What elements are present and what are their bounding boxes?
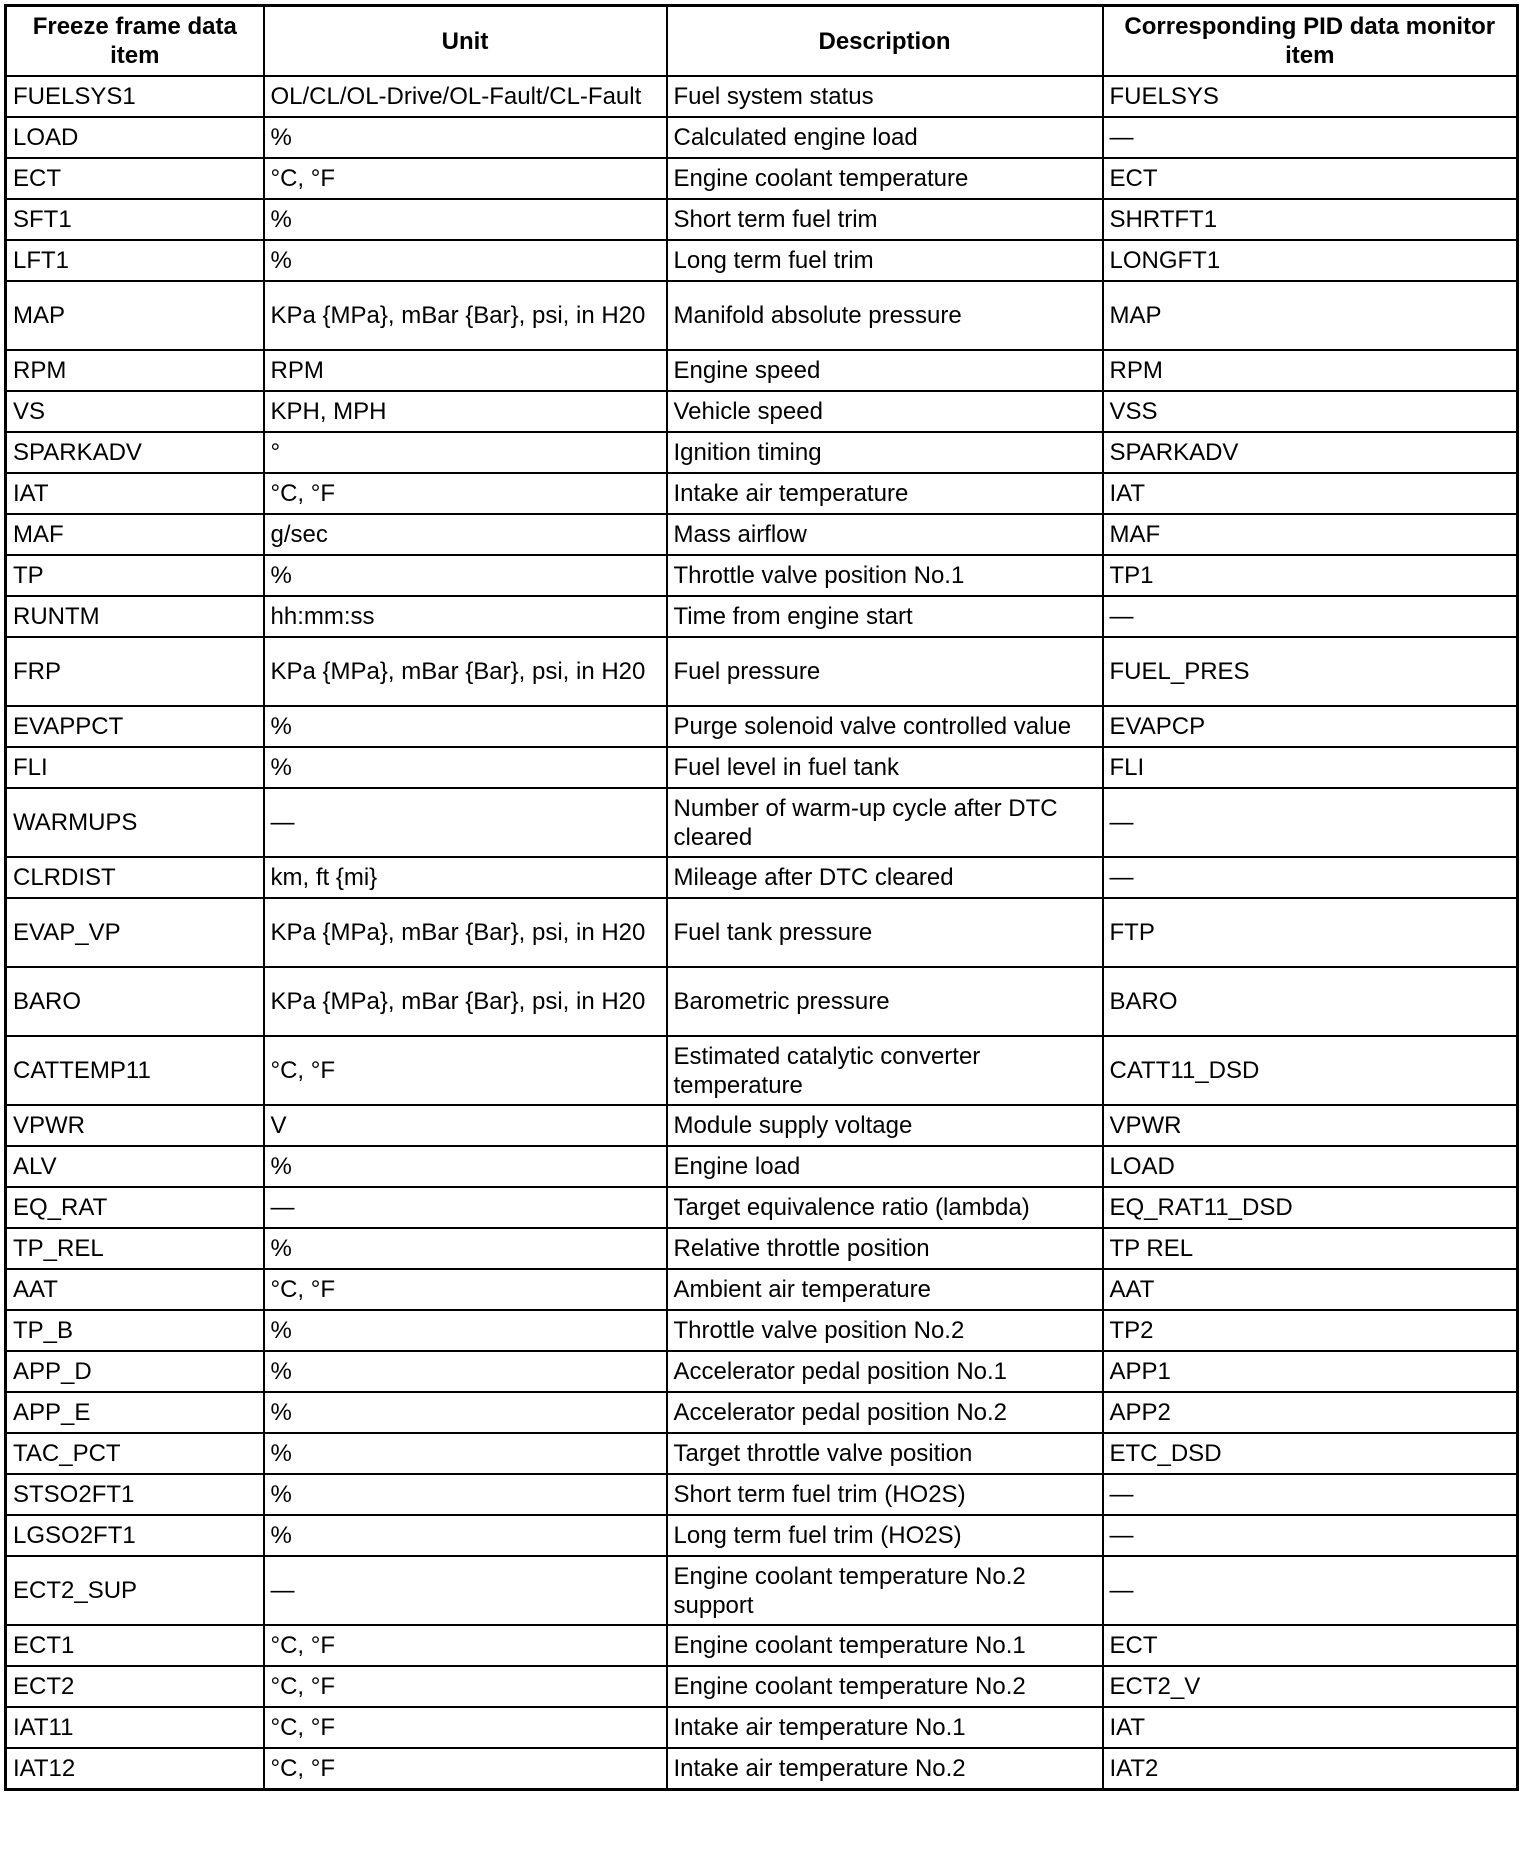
cell-pid-item: EQ_RAT11_DSD (1103, 1187, 1518, 1228)
cell-description: Engine speed (667, 350, 1103, 391)
cell-unit: KPa {MPa}, mBar {Bar}, psi, in H20 (264, 898, 667, 967)
cell-unit: °C, °F (264, 1269, 667, 1310)
cell-unit: °C, °F (264, 1625, 667, 1666)
cell-unit: % (264, 706, 667, 747)
cell-item: LGSO2FT1 (6, 1515, 264, 1556)
cell-unit: % (264, 1228, 667, 1269)
cell-pid-item: TP REL (1103, 1228, 1518, 1269)
cell-pid-item: SPARKADV (1103, 432, 1518, 473)
cell-pid-item: FUEL_PRES (1103, 637, 1518, 706)
cell-unit: % (264, 1515, 667, 1556)
cell-description: Calculated engine load (667, 117, 1103, 158)
cell-pid-item: VPWR (1103, 1105, 1518, 1146)
cell-description: Engine coolant temperature (667, 158, 1103, 199)
table-row (6, 473, 1518, 514)
cell-description: Relative throttle position (667, 1228, 1103, 1269)
table-row (6, 1146, 1518, 1187)
cell-item: RPM (6, 350, 264, 391)
cell-pid-item: VSS (1103, 391, 1518, 432)
cell-item: STSO2FT1 (6, 1474, 264, 1515)
column-header-description: Description (667, 6, 1103, 77)
table-row (6, 432, 1518, 473)
table-row (6, 1707, 1518, 1748)
cell-item: MAP (6, 281, 264, 350)
table-row (6, 1748, 1518, 1790)
table-row (6, 1187, 1518, 1228)
cell-item: LFT1 (6, 240, 264, 281)
table-row (6, 596, 1518, 637)
cell-unit: hh:mm:ss (264, 596, 667, 637)
cell-unit: % (264, 240, 667, 281)
cell-item: ECT (6, 158, 264, 199)
cell-item: WARMUPS (6, 788, 264, 857)
cell-pid-item: — (1103, 1515, 1518, 1556)
cell-pid-item: ECT (1103, 1625, 1518, 1666)
cell-item: EVAPPCT (6, 706, 264, 747)
cell-item: LOAD (6, 117, 264, 158)
cell-description: Intake air temperature (667, 473, 1103, 514)
cell-description: Intake air temperature No.2 (667, 1748, 1103, 1790)
table-container (4, 4, 1516, 1791)
table-row (6, 199, 1518, 240)
table-row (6, 1556, 1518, 1625)
cell-item: TAC_PCT (6, 1433, 264, 1474)
cell-item: TP_REL (6, 1228, 264, 1269)
cell-unit: KPa {MPa}, mBar {Bar}, psi, in H20 (264, 637, 667, 706)
cell-description: Barometric pressure (667, 967, 1103, 1036)
cell-item: VS (6, 391, 264, 432)
table-row (6, 1392, 1518, 1433)
table-row (6, 747, 1518, 788)
cell-description: Target throttle valve position (667, 1433, 1103, 1474)
cell-description: Accelerator pedal position No.1 (667, 1351, 1103, 1392)
cell-item: ECT2_SUP (6, 1556, 264, 1625)
cell-unit: — (264, 788, 667, 857)
cell-unit: V (264, 1105, 667, 1146)
cell-description: Fuel pressure (667, 637, 1103, 706)
cell-description: Short term fuel trim (HO2S) (667, 1474, 1103, 1515)
table-row (6, 158, 1518, 199)
cell-unit: °C, °F (264, 158, 667, 199)
cell-pid-item: ECT (1103, 158, 1518, 199)
cell-item: IAT (6, 473, 264, 514)
cell-pid-item: — (1103, 1474, 1518, 1515)
cell-pid-item: TP1 (1103, 555, 1518, 596)
cell-item: SPARKADV (6, 432, 264, 473)
cell-description: Target equivalence ratio (lambda) (667, 1187, 1103, 1228)
cell-unit: °C, °F (264, 473, 667, 514)
cell-pid-item: — (1103, 857, 1518, 898)
cell-pid-item: AAT (1103, 1269, 1518, 1310)
cell-description: Estimated catalytic converter temperature (667, 1036, 1103, 1105)
table-row (6, 1433, 1518, 1474)
cell-pid-item: FUELSYS (1103, 76, 1518, 117)
cell-unit: % (264, 1310, 667, 1351)
freeze-frame-data-table (4, 4, 1519, 1791)
cell-pid-item: BARO (1103, 967, 1518, 1036)
table-row (6, 706, 1518, 747)
cell-unit: % (264, 555, 667, 596)
cell-description: Engine coolant temperature No.1 (667, 1625, 1103, 1666)
column-header-pid-item: Corresponding PID data monitor item (1103, 6, 1518, 77)
cell-item: ALV (6, 1146, 264, 1187)
cell-pid-item: APP2 (1103, 1392, 1518, 1433)
cell-description: Number of warm-up cycle after DTC cleared (667, 788, 1103, 857)
cell-item: SFT1 (6, 199, 264, 240)
cell-item: VPWR (6, 1105, 264, 1146)
cell-unit: % (264, 1474, 667, 1515)
cell-description: Engine coolant temperature No.2 (667, 1666, 1103, 1707)
table-row (6, 967, 1518, 1036)
table-row (6, 555, 1518, 596)
cell-pid-item: MAP (1103, 281, 1518, 350)
table-row (6, 514, 1518, 555)
cell-unit: g/sec (264, 514, 667, 555)
cell-unit: KPa {MPa}, mBar {Bar}, psi, in H20 (264, 967, 667, 1036)
table-row (6, 788, 1518, 857)
cell-unit: % (264, 117, 667, 158)
cell-pid-item: FTP (1103, 898, 1518, 967)
cell-item: FUELSYS1 (6, 76, 264, 117)
cell-description: Long term fuel trim (667, 240, 1103, 281)
table-row (6, 857, 1518, 898)
cell-unit: RPM (264, 350, 667, 391)
cell-pid-item: — (1103, 788, 1518, 857)
cell-description: Manifold absolute pressure (667, 281, 1103, 350)
cell-item: MAF (6, 514, 264, 555)
cell-unit: °C, °F (264, 1748, 667, 1790)
cell-pid-item: TP2 (1103, 1310, 1518, 1351)
cell-description: Engine load (667, 1146, 1103, 1187)
cell-unit: °C, °F (264, 1707, 667, 1748)
table-row (6, 1474, 1518, 1515)
cell-item: TP_B (6, 1310, 264, 1351)
cell-description: Short term fuel trim (667, 199, 1103, 240)
cell-item: EQ_RAT (6, 1187, 264, 1228)
cell-pid-item: IAT (1103, 473, 1518, 514)
cell-item: CATTEMP11 (6, 1036, 264, 1105)
cell-item: AAT (6, 1269, 264, 1310)
cell-description: Accelerator pedal position No.2 (667, 1392, 1103, 1433)
cell-item: RUNTM (6, 596, 264, 637)
cell-item: FLI (6, 747, 264, 788)
table-row (6, 350, 1518, 391)
cell-item: CLRDIST (6, 857, 264, 898)
cell-description: Module supply voltage (667, 1105, 1103, 1146)
table-row (6, 1515, 1518, 1556)
cell-pid-item: APP1 (1103, 1351, 1518, 1392)
cell-description: Long term fuel trim (HO2S) (667, 1515, 1103, 1556)
cell-unit: — (264, 1556, 667, 1625)
cell-pid-item: RPM (1103, 350, 1518, 391)
cell-description: Throttle valve position No.2 (667, 1310, 1103, 1351)
cell-pid-item: FLI (1103, 747, 1518, 788)
cell-description: Fuel system status (667, 76, 1103, 117)
cell-pid-item: SHRTFT1 (1103, 199, 1518, 240)
table-header-row (6, 6, 1518, 77)
cell-description: Ignition timing (667, 432, 1103, 473)
table-row (6, 117, 1518, 158)
table-body (6, 76, 1518, 1790)
cell-unit: % (264, 1392, 667, 1433)
table-row (6, 1228, 1518, 1269)
cell-item: EVAP_VP (6, 898, 264, 967)
cell-item: ECT2 (6, 1666, 264, 1707)
cell-unit: KPH, MPH (264, 391, 667, 432)
cell-description: Fuel level in fuel tank (667, 747, 1103, 788)
cell-item: APP_E (6, 1392, 264, 1433)
cell-unit: % (264, 1433, 667, 1474)
cell-unit: — (264, 1187, 667, 1228)
cell-description: Vehicle speed (667, 391, 1103, 432)
cell-unit: % (264, 1351, 667, 1392)
cell-pid-item: LOAD (1103, 1146, 1518, 1187)
cell-item: APP_D (6, 1351, 264, 1392)
cell-unit: °C, °F (264, 1036, 667, 1105)
cell-item: FRP (6, 637, 264, 706)
table-row (6, 1105, 1518, 1146)
cell-description: Engine coolant temperature No.2 support (667, 1556, 1103, 1625)
cell-item: ECT1 (6, 1625, 264, 1666)
cell-unit: °C, °F (264, 1666, 667, 1707)
cell-unit: OL/CL/OL-Drive/OL-Fault/CL-Fault (264, 76, 667, 117)
cell-item: BARO (6, 967, 264, 1036)
table-row (6, 281, 1518, 350)
cell-unit: % (264, 199, 667, 240)
cell-item: IAT12 (6, 1748, 264, 1790)
cell-description: Mass airflow (667, 514, 1103, 555)
cell-unit: km, ft {mi} (264, 857, 667, 898)
cell-pid-item: — (1103, 596, 1518, 637)
cell-unit: KPa {MPa}, mBar {Bar}, psi, in H20 (264, 281, 667, 350)
cell-pid-item: ETC_DSD (1103, 1433, 1518, 1474)
cell-description: Purge solenoid valve controlled value (667, 706, 1103, 747)
table-row (6, 1036, 1518, 1105)
cell-pid-item: IAT (1103, 1707, 1518, 1748)
table-row (6, 1269, 1518, 1310)
table-row (6, 1625, 1518, 1666)
cell-description: Time from engine start (667, 596, 1103, 637)
cell-item: IAT11 (6, 1707, 264, 1748)
cell-pid-item: EVAPCP (1103, 706, 1518, 747)
cell-unit: ° (264, 432, 667, 473)
cell-pid-item: — (1103, 117, 1518, 158)
cell-pid-item: CATT11_DSD (1103, 1036, 1518, 1105)
table-row (6, 240, 1518, 281)
cell-description: Fuel tank pressure (667, 898, 1103, 967)
cell-description: Intake air temperature No.1 (667, 1707, 1103, 1748)
cell-unit: % (264, 1146, 667, 1187)
cell-description: Ambient air temperature (667, 1269, 1103, 1310)
table-row (6, 1310, 1518, 1351)
table-row (6, 1351, 1518, 1392)
cell-pid-item: LONGFT1 (1103, 240, 1518, 281)
cell-description: Mileage after DTC cleared (667, 857, 1103, 898)
cell-pid-item: MAF (1103, 514, 1518, 555)
cell-pid-item: IAT2 (1103, 1748, 1518, 1790)
table-row (6, 1666, 1518, 1707)
cell-description: Throttle valve position No.1 (667, 555, 1103, 596)
cell-unit: % (264, 747, 667, 788)
cell-item: TP (6, 555, 264, 596)
table-row (6, 391, 1518, 432)
column-header-unit: Unit (264, 6, 667, 77)
table-row (6, 898, 1518, 967)
column-header-item: Freeze frame data item (6, 6, 264, 77)
table-row (6, 637, 1518, 706)
cell-pid-item: ECT2_V (1103, 1666, 1518, 1707)
cell-pid-item: — (1103, 1556, 1518, 1625)
table-row (6, 76, 1518, 117)
